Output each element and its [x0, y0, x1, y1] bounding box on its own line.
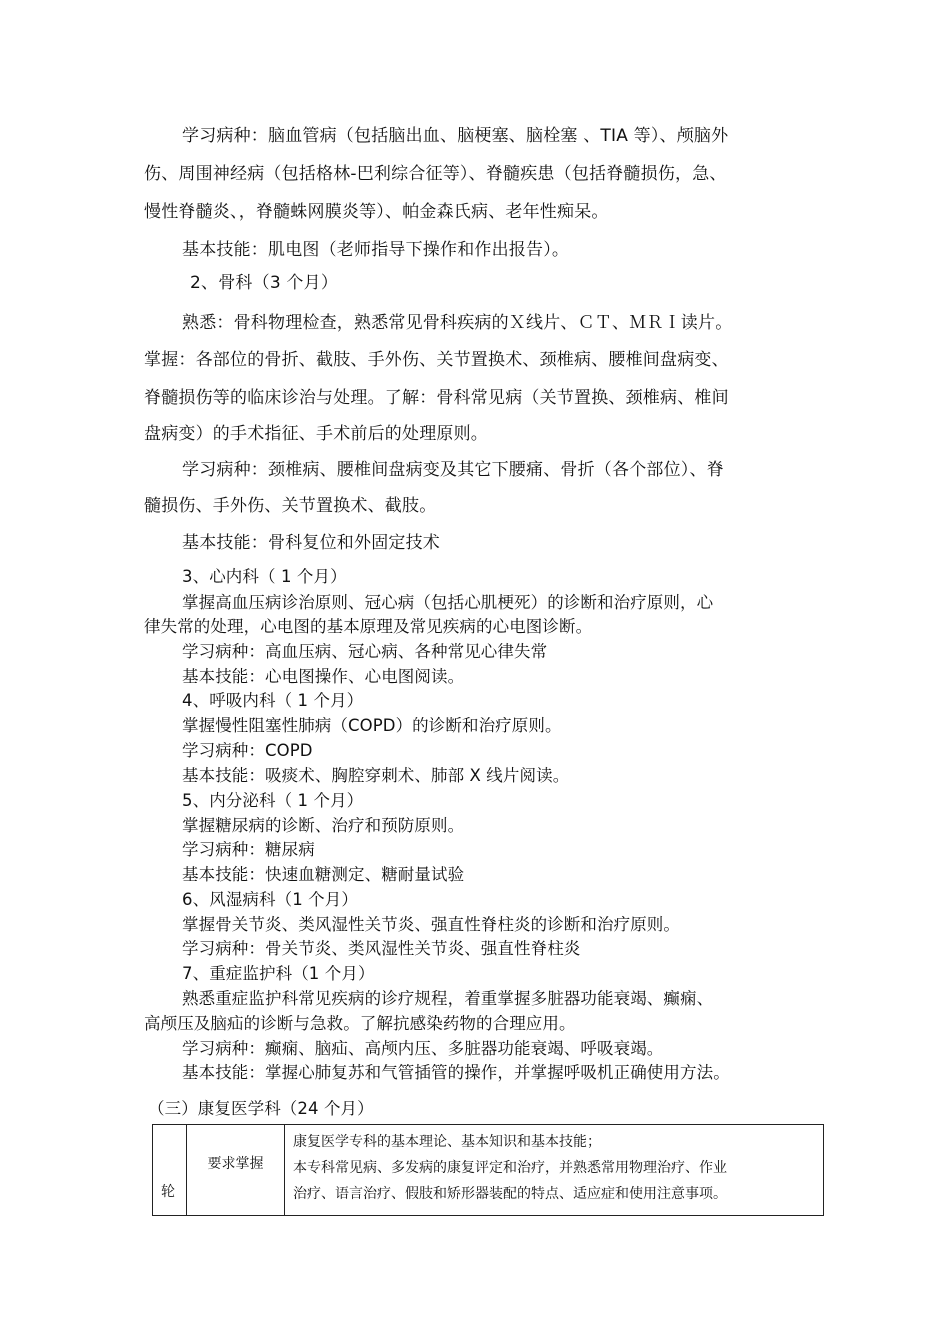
paragraph-line: 基本技能：快速血糖测定、糖耐量试验: [182, 865, 465, 884]
requirement-cell: [187, 1125, 285, 1216]
paragraph-line: 掌握糖尿病的诊断、治疗和预防原则。: [182, 816, 465, 835]
content-line: 本专科常见病、多发病的康复评定和治疗，并熟悉常用物理治疗、作业: [293, 1160, 727, 1176]
paragraph-line: 学习病种：骨关节炎、类风湿性关节炎、强直性脊柱炎: [182, 939, 581, 958]
paragraph-line: 伤、周围神经病（包括格林-巴利综合征等）、脊髓疾患（包括脊髓损伤，急、: [144, 164, 727, 184]
paragraph-line: 慢性脊髓炎、，脊髓蛛网膜炎等）、帕金森氏病、老年性痴呆。: [144, 202, 609, 222]
paragraph-line: 脊髓损伤等的临床诊治与处理。了解：骨科常见病（关节置换、颈椎病、椎间: [144, 388, 729, 408]
section-heading: （三）康复医学科（24 个月）: [148, 1099, 374, 1118]
paragraph-line: 基本技能：肌电图（老师指导下操作和作出报告）。: [182, 240, 570, 260]
paragraph-line: 盘病变）的手术指征、手术前后的处理原则。: [144, 424, 488, 444]
content-cell: [285, 1125, 824, 1216]
paragraph-line: 基本技能：骨科复位和外固定技术: [182, 533, 440, 553]
rotation-table: [152, 1124, 824, 1216]
section-heading: 3、心内科（ 1 个月）: [182, 567, 347, 586]
content-line: 治疗、语言治疗、假肢和矫形器装配的特点、适应症和使用注意事项。: [293, 1186, 727, 1202]
paragraph-line: 学习病种：癫痫、脑疝、高颅内压、多脏器功能衰竭、呼吸衰竭。: [182, 1039, 664, 1058]
paragraph-line: 学习病种：脑血管病（包括脑出血、脑梗塞、脑栓塞 、TIA 等）、颅脑外: [182, 126, 729, 146]
paragraph-line: 熟悉重症监护科常见疾病的诊疗规程，着重掌握多脏器功能衰竭、癫痫、: [182, 989, 714, 1008]
paragraph-line: 基本技能：吸痰术、胸腔穿刺术、肺部 X 线片阅读。: [182, 766, 570, 785]
paragraph-line: 学习病种：高血压病、冠心病、各种常见心律失常: [182, 642, 548, 661]
paragraph-line: 髓损伤、手外伤、关节置换术、截肢。: [144, 496, 437, 516]
requirement-label: 要求掌握: [207, 1156, 264, 1172]
paragraph-line: 学习病种：糖尿病: [182, 840, 315, 859]
section-heading: 6、风湿病科（1 个月）: [182, 890, 358, 909]
section-heading: 5、内分泌科（ 1 个月）: [182, 791, 364, 810]
paragraph-line: 学习病种：COPD: [182, 741, 313, 760]
paragraph-line: 学习病种：颈椎病、腰椎间盘病变及其它下腰痛、骨折（各个部位）、脊: [182, 460, 724, 480]
paragraph-line: 高颅压及脑疝的诊断与急救。了解抗感染药物的合理应用。: [144, 1014, 576, 1033]
rotation-label: 轮: [161, 1184, 175, 1200]
section-heading: 4、呼吸内科（ 1 个月）: [182, 691, 364, 710]
section-heading: 2、骨科（3 个月）: [190, 273, 339, 293]
paragraph-line: 掌握慢性阻塞性肺病（COPD）的诊断和治疗原则。: [182, 716, 562, 735]
paragraph-line: 熟悉：骨科物理检查，熟悉常见骨科疾病的Ｘ线片、ＣＴ、ＭＲＩ读片。: [182, 313, 733, 333]
paragraph-line: 基本技能：心电图操作、心电图阅读。: [182, 667, 465, 686]
rotation-cell: [153, 1125, 187, 1216]
section-heading: 7、重症监护科（1 个月）: [182, 964, 375, 983]
paragraph-line: 掌握高血压病诊治原则、冠心病（包括心肌梗死）的诊断和治疗原则，心: [182, 593, 714, 612]
paragraph-line: 掌握：各部位的骨折、截肢、手外伤、关节置换术、颈椎病、腰椎间盘病变、: [144, 350, 729, 370]
content-line: 康复医学专科的基本理论、基本知识和基本技能；: [293, 1134, 601, 1150]
paragraph-line: 基本技能：掌握心肺复苏和气管插管的操作，并掌握呼吸机正确使用方法。: [182, 1063, 730, 1082]
paragraph-line: 掌握骨关节炎、类风湿性关节炎、强直性脊柱炎的诊断和治疗原则。: [182, 915, 680, 934]
paragraph-line: 律失常的处理，心电图的基本原理及常见疾病的心电图诊断。: [144, 617, 593, 636]
table-row: [153, 1125, 824, 1216]
